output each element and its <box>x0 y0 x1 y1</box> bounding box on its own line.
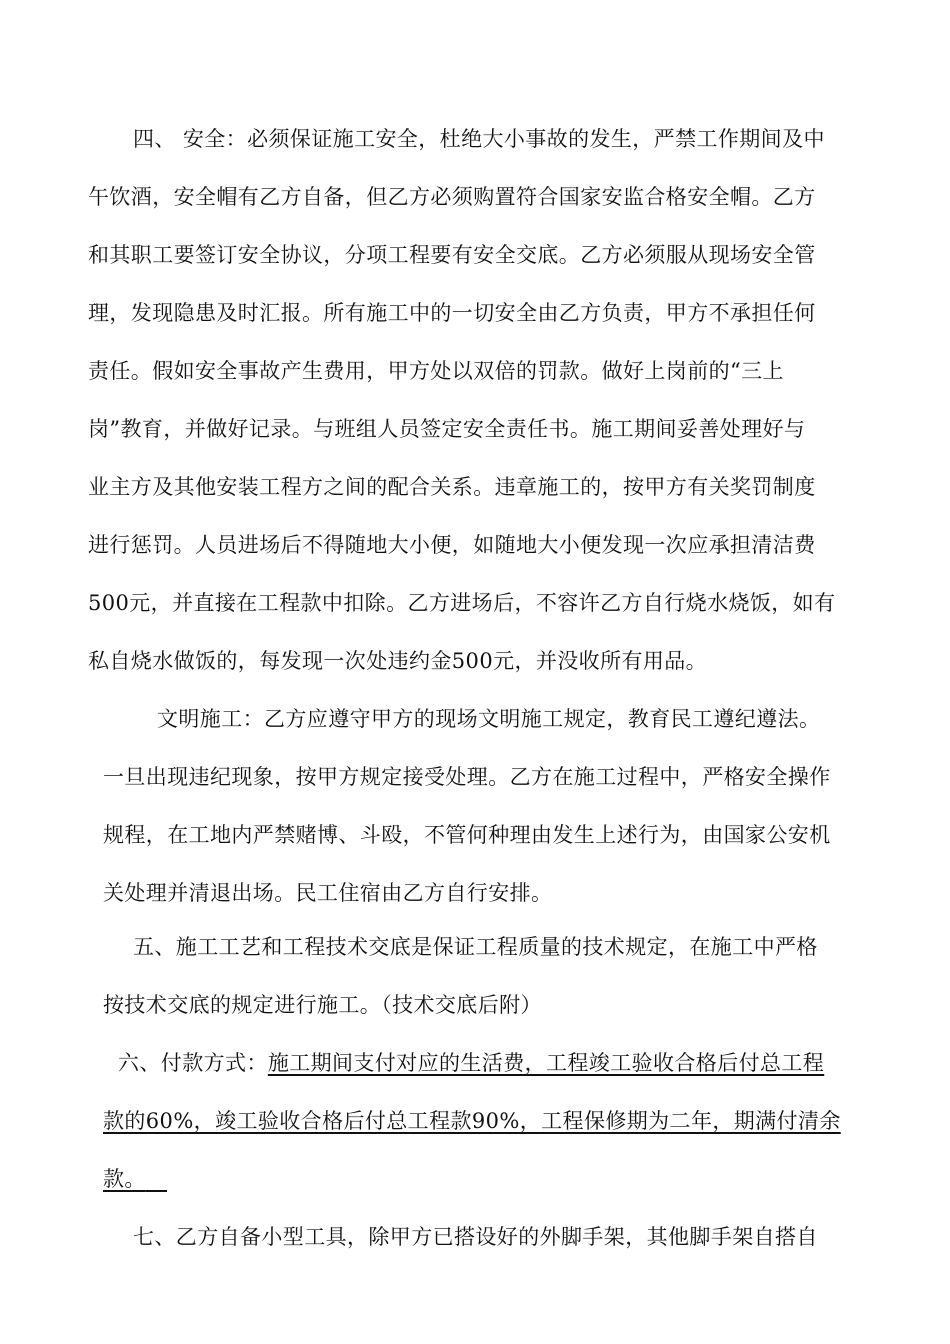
safety-line-10: 私自烧水做饭的，每发现一次处违约金500元，并没收所有用品。 <box>88 649 708 673</box>
payment-line-1 <box>118 1048 824 1078</box>
civilized-line-4: 关处理并清退出场。民工住宿由乙方自行安排。 <box>103 881 553 905</box>
safety-line-3: 和其职工要签订安全协议，分项工程要有安全交底。乙方必须服从现场安全管 <box>88 243 816 267</box>
payment-line-3 <box>103 1164 167 1194</box>
payment-underline-tail <box>146 1167 167 1191</box>
payment-terms-1: 施工期间支付对应的生活费，工程竣工验收合格后付总工程 <box>267 1051 825 1075</box>
civilized-line-3: 规程，在工地内严禁赌博、斗殴，不管何种理由发生上述行为，由国家公安机 <box>103 823 831 847</box>
civilized-line-1: 文明施工：乙方应遵守甲方的现场文明施工规定，教育民工遵纪遵法。 <box>157 707 821 731</box>
civilized-line-2: 一旦出现违纪现象，按甲方规定接受处理。乙方在施工过程中，严格安全操作 <box>103 765 831 789</box>
payment-terms-3: 款。 <box>103 1167 146 1191</box>
technique-line-1: 五、施工工艺和工程技术交底是保证工程质量的技术规定，在施工中严格 <box>133 935 818 959</box>
safety-line-8: 进行惩罚。人员进场后不得随地大小便，如随地大小便发现一次应承担清洁费 <box>88 533 816 557</box>
payment-label: 六、付款方式： <box>118 1051 268 1075</box>
safety-line-4: 理，发现隐患及时汇报。所有施工中的一切安全由乙方负责，甲方不承担任何 <box>88 301 816 325</box>
safety-line-2: 午饮酒，安全帽有乙方自备，但乙方必须购置符合国家安监合格安全帽。乙方 <box>88 185 816 209</box>
safety-line-9: 500元，并直接在工程款中扣除。乙方进场后，不容许乙方自行烧水烧饭，如有 <box>88 591 836 615</box>
safety-line-6: 岗”教育，并做好记录。与班组人员签定安全责任书。施工期间妥善处理好与 <box>88 417 806 441</box>
payment-terms-2: 款的60%，竣工验收合格后付总工程款90%，工程保修期为二年，期满付清余 <box>103 1109 841 1133</box>
technique-line-2: 按技术交底的规定进行施工。（技术交底后附） <box>103 993 542 1017</box>
safety-line-5: 责任。假如安全事故产生费用，甲方处以双倍的罚款。做好上岗前的“三上 <box>88 359 784 383</box>
tools-line-1: 七、乙方自备小型工具，除甲方已搭设好的外脚手架，其他脚手架自搭自 <box>133 1225 818 1249</box>
safety-line-1: 四、 安全：必须保证施工安全，杜绝大小事故的发生，严禁工作期间及中 <box>133 127 825 151</box>
safety-line-7: 业主方及其他安装工程方之间的配合关系。违章施工的，按甲方有关奖罚制度 <box>88 475 816 499</box>
